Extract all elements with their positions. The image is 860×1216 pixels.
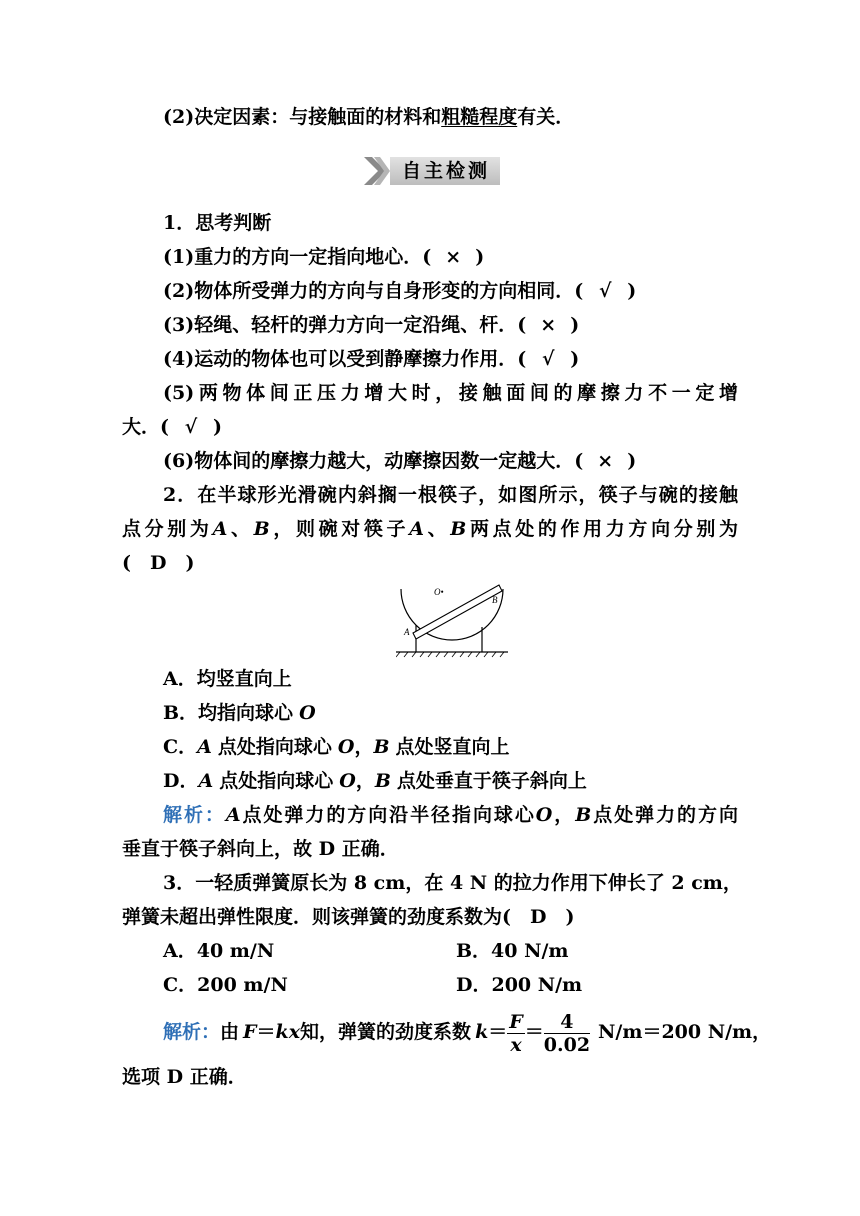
analysis-label: 解析：	[163, 1021, 221, 1043]
judgement-5-line-2	[122, 410, 738, 444]
judgement-6-text: (6)物体间的摩擦力越大，动摩擦因数一定越大．(	[163, 450, 584, 472]
factor-text: (2)决定因素：与接触面的材料和	[163, 106, 442, 128]
analysis-text-b: 点处弹力的方向	[591, 804, 738, 826]
underlined-term: 粗糙程度	[441, 106, 518, 128]
judgement-6-mark: ×	[597, 450, 614, 472]
fraction-numerator: 4	[544, 1011, 590, 1034]
judgement-5-mark: √	[184, 416, 198, 438]
symbol-k: k	[475, 1021, 489, 1043]
option-d-prefix: D．	[163, 770, 199, 792]
point-a-label: A	[225, 804, 241, 826]
q2-analysis-line-2: 垂直于筷子斜向上，故 D 正确．	[122, 838, 399, 860]
option-b	[163, 696, 738, 730]
option-c-sep: ，	[354, 736, 374, 758]
figure-label-a: A	[404, 627, 410, 637]
q3-options-row-2	[163, 968, 738, 1002]
judgement-1-mark: ×	[445, 246, 462, 268]
fraction-f-over-x	[507, 1011, 525, 1056]
point-b-label: B	[373, 736, 390, 758]
q2-answer-bracket: ( D )	[122, 552, 195, 574]
judgement-6	[163, 444, 738, 478]
q2-text-a: 点分别为	[122, 518, 213, 540]
equals-sign: ＝	[488, 1021, 508, 1043]
judgement-2-mark: √	[598, 280, 612, 302]
q2-sep: 、	[227, 518, 254, 540]
point-a-label: A	[198, 770, 214, 792]
judgement-1	[163, 240, 738, 274]
q3-line-1: 3．一轻质弹簧原长为 8 cm，在 4 N 的拉力作用下伸长了 2 cm，	[163, 872, 742, 894]
banner-arrow-icon	[364, 157, 390, 185]
q3-option-d: D．200 N/m	[456, 974, 583, 996]
judgement-5-line-1: (5)两物体间正压力增大时，接触面间的摩擦力不一定增	[163, 382, 738, 404]
center-o-label: O	[535, 804, 553, 826]
judgement-3-close: )	[570, 314, 580, 336]
q3-analysis-line-1	[163, 1008, 772, 1056]
center-o-label: O	[299, 702, 316, 724]
option-c-prefix: C．	[163, 736, 198, 758]
option-d	[163, 764, 738, 798]
option-c-mid: 点处指向球心	[217, 736, 332, 758]
point-a-label: A	[212, 518, 228, 540]
ground-hatching	[396, 652, 504, 657]
determining-factors-line	[163, 100, 738, 134]
factor-text-end: 有关．	[517, 106, 575, 128]
judgement-5-close: )	[213, 416, 222, 438]
q2-sep: 、	[423, 518, 451, 540]
analysis-sep: ，	[552, 804, 576, 826]
analysis-label: 解析：	[163, 804, 226, 826]
q3-option-b: B．40 N/m	[456, 940, 569, 962]
judgement-6-close: )	[627, 450, 637, 472]
q2-line-2	[122, 512, 738, 546]
fraction-denominator: x	[510, 1033, 522, 1056]
fraction-4-over-002	[544, 1011, 590, 1056]
option-c-post: 点处竖直向上	[395, 736, 510, 758]
q3-option-c: C．200 m/N	[163, 974, 288, 996]
judgement-2-text: (2)物体所受弹力的方向与自身形变的方向相同．(	[163, 280, 584, 302]
judgement-4-close: )	[570, 348, 580, 370]
q1-title: 1．思考判断	[163, 212, 272, 234]
point-b-label: B	[450, 518, 467, 540]
judgement-2	[163, 274, 738, 308]
q3-option-a: A．40 m/N	[163, 940, 275, 962]
analysis-result: N/m＝200 N/m，	[598, 1021, 772, 1043]
q3-options-row-1	[163, 934, 738, 968]
q2-text-c: 两点处的作用力方向分别为	[466, 518, 738, 540]
equals-sign: ＝	[256, 1021, 276, 1043]
point-b-label: B	[374, 770, 391, 792]
judgement-1-close: )	[475, 246, 485, 268]
judgement-3	[163, 308, 738, 342]
judgement-3-mark: ×	[540, 314, 557, 336]
bowl-chopstick-figure	[396, 575, 520, 661]
option-a: A．均竖直向上	[163, 668, 292, 690]
section-title: 自主检测	[401, 160, 490, 182]
q2-text-b: ，则碗对筷子	[269, 518, 410, 540]
q2-analysis-line-1	[163, 798, 738, 832]
analysis-text: 由	[220, 1021, 240, 1043]
judgement-4-text: (4)运动的物体也可以受到静摩擦力作用．(	[163, 348, 527, 370]
fraction-numerator: F	[509, 1010, 523, 1033]
analysis-text-mid: 知，弹簧的劲度系数	[300, 1021, 472, 1043]
symbol-f: F	[243, 1021, 257, 1043]
equals-sign: ＝	[524, 1021, 544, 1043]
symbol-kx: kx	[275, 1021, 301, 1043]
section-banner	[364, 157, 500, 185]
analysis-text-a: 点处弹力的方向沿半径指向球心	[240, 804, 536, 826]
option-d-sep: ，	[355, 770, 375, 792]
q3-line-2: 弹簧未超出弹性限度．则该弹簧的劲度系数为( D )	[122, 906, 575, 928]
judgement-1-text: (1)重力的方向一定指向地心．(	[163, 246, 432, 268]
point-b-label: B	[253, 518, 270, 540]
judgement-5-text: 大．(	[122, 416, 169, 438]
judgement-4-mark: √	[541, 348, 555, 370]
q2-line-1: 2．在半球形光滑碗内斜搁一根筷子，如图所示，筷子与碗的接触	[163, 484, 738, 506]
option-d-mid: 点处指向球心	[219, 770, 334, 792]
center-o-label: O	[337, 736, 355, 758]
q3-analysis-line-2: 选项 D 正确．	[122, 1066, 247, 1088]
judgement-2-close: )	[627, 280, 637, 302]
point-a-label: A	[197, 736, 212, 758]
figure-label-o: O•	[434, 587, 444, 597]
judgement-4	[163, 342, 738, 376]
option-d-post: 点处垂直于筷子斜向上	[396, 770, 587, 792]
option-b-text: B．均指向球心	[163, 702, 294, 724]
point-b-label: B	[575, 804, 592, 826]
fraction-denominator: 0.02	[543, 1033, 591, 1056]
figure-label-b: B	[492, 595, 498, 605]
option-c	[163, 730, 738, 764]
chopstick	[413, 585, 502, 639]
center-o-label: O	[339, 770, 356, 792]
point-a-label: A	[409, 518, 424, 540]
judgement-3-text: (3)轻绳、轻杆的弹力方向一定沿绳、杆．(	[163, 314, 527, 336]
